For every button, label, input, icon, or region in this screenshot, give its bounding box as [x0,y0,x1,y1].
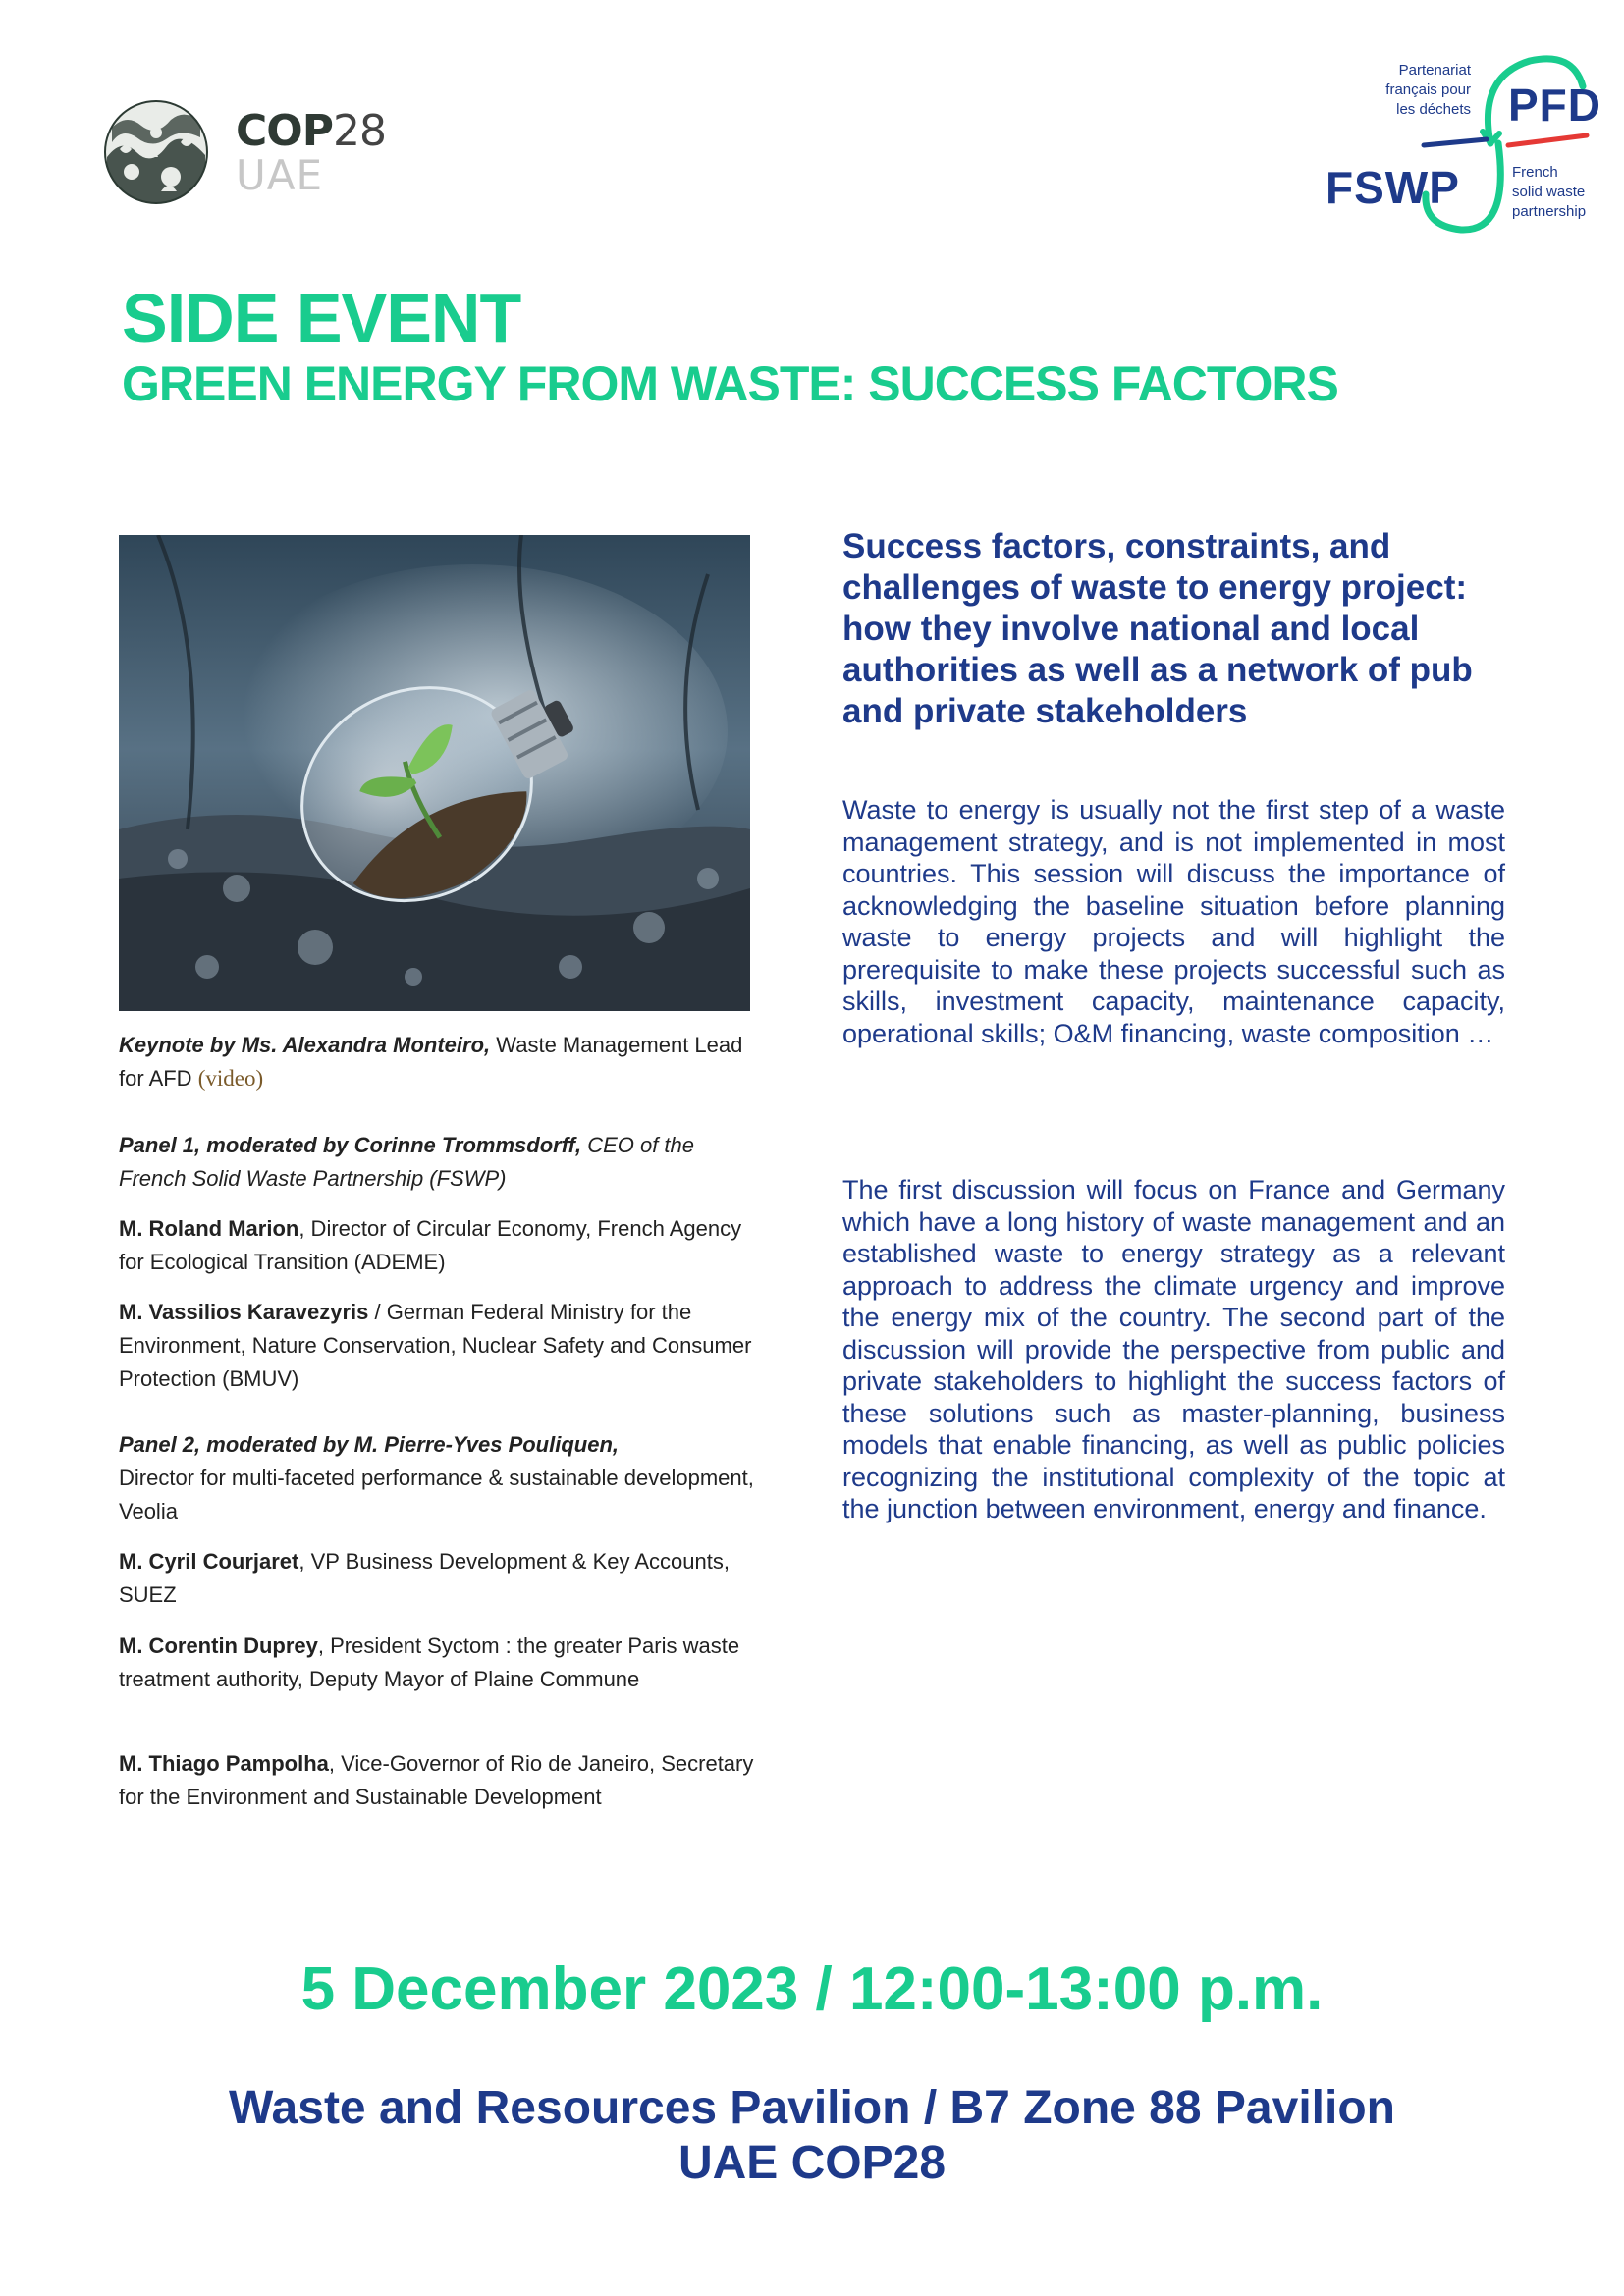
page-title: SIDE EVENT [122,280,521,356]
cop28-wordmark: COP28 [236,106,386,156]
keynote-speaker: Keynote by Ms. Alexandra Monteiro, Waste Management Lead for AFD (video) [119,1033,743,1091]
speaker-thiago-pampolha: M. Thiago Pampolha, Vice-Governor of Rio de Janeiro, Secretary for the Environment and Sustainable Development [119,1751,754,1809]
panel1-heading: Panel 1, moderated by Corinne Trommsdorff, CEO of the French Solid Waste Partnership (FSWP) [119,1133,695,1191]
speaker-roland-marion: M. Roland Marion, Director of Circular Economy, French Agency for Ecological Transition (ADEME) [119,1216,742,1274]
panel2-heading: Panel 2, moderated by M. Pierre-Yves Pouliquen, Director for multi-faceted performance & sustainable development, Veolia [119,1432,754,1523]
speaker-cyril-courjaret: M. Cyril Courjaret, VP Business Development & Key Accounts, SUEZ [119,1549,730,1607]
fswp-wordmark: FSWP [1326,162,1460,213]
cop28-uae-wordmark: UAE [236,151,324,199]
pfd-french-name: Partenariat français pour les déchets [1385,62,1471,118]
cop28-emblem-icon [102,98,210,206]
speaker-vassilios-karavezyris: M. Vassilios Karavezyris / German Federal Ministry for the Environment, Nature Conservation, Nuclear Safety and Consumer Protection (BMUV) [119,1300,752,1391]
video-link[interactable]: (video) [197,1066,264,1091]
fswp-english-name: French solid waste partnership [1512,164,1587,220]
session-heading: Success factors, constraints, and challenges of waste to energy project: how they involve national and local authorities as well as a network of pub and private stakeholders [842,527,1473,730]
page-subtitle: GREEN ENERGY FROM WASTE: SUCCESS FACTORS [122,356,1338,411]
event-location: Waste and Resources Pavilion / B7 Zone 88 Pavilion [229,2082,1395,2134]
pfd-fswp-logo [1316,47,1610,243]
speaker-corentin-duprey: M. Corentin Duprey, President Syctom : the greater Paris waste treatment authority, Deputy Mayor of Plaine Commune [119,1633,740,1691]
event-location-line2: UAE COP28 [677,2137,947,2189]
cop28-logo [102,98,386,216]
description-paragraph-2: The first discussion will focus on France and Germany which have a long history of waste management and an established waste to energy strategy as a relevant approach to address the climate urgency and improve the energy mix of the country. The second part of the discussion will provide the perspective from public and private stakeholders to highlight the success factors of these solutions such as master-planning, business models that enable financing, as well as public policies recognizing the institutional complexity of the topic at the junction between environment, energy and finance. [842,1175,1505,1523]
description-paragraph-1: Waste to energy is usually not the first step of a waste management strategy, and is not implemented in most countries. This session will discuss the importance of acknowledging the baseline situation before planning waste to energy projects and will highlight the prerequisite to make these projects successful such as skills, investment capacity, maintenance capacity, operational skills; O&M financing, waste composition … [842,795,1505,1048]
pfd-wordmark: PFD [1508,80,1601,131]
lightbulb-seedling-photo [119,535,750,1011]
event-date: 5 December 2023 / 12:00-13:00 p.m. [300,1955,1324,2023]
